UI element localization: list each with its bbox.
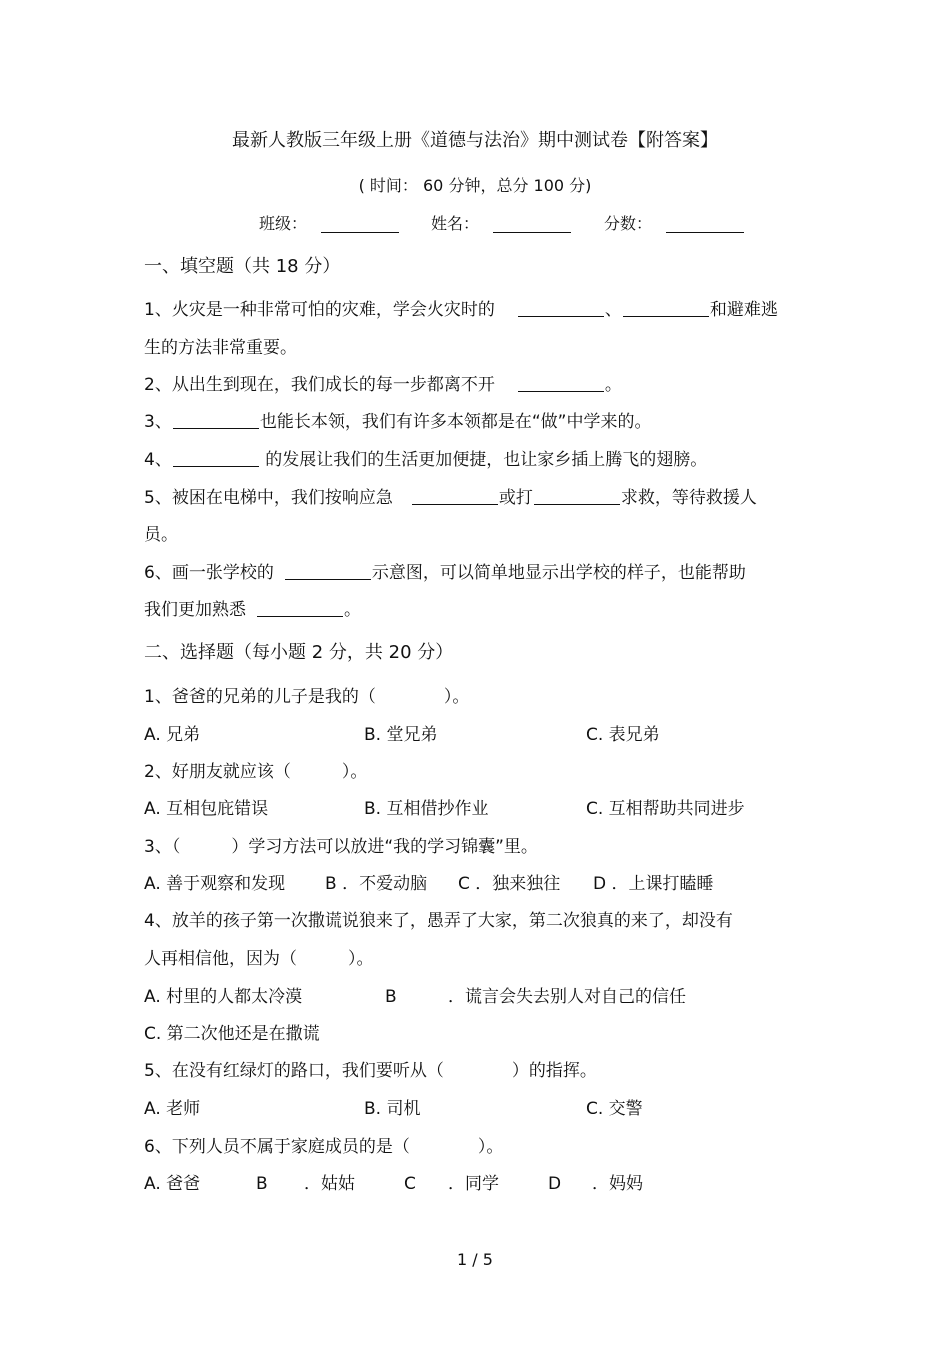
question-text: 、 (604, 300, 622, 320)
question-text: 5、被困在电梯中，我们按响应急 (144, 488, 393, 508)
name-field (431, 213, 571, 235)
question-text: 也能长本领，我们有许多本领都是在“做”中学来的。 (259, 412, 652, 432)
class-label: 班级： (259, 214, 308, 233)
choice-option: A. 村里的人都太冷漠 (144, 987, 303, 1007)
choice-question-3: 3、（ ）学习方法可以放进“我的学习锦囊”里。 (144, 837, 538, 857)
choice-question-2: 2、好朋友就应该（ ）。 (144, 762, 368, 782)
question-3 (144, 411, 651, 433)
question-2 (144, 374, 622, 396)
answer-blank (285, 565, 371, 580)
choice-option: A. 善于观察和发现 (144, 874, 286, 894)
choice-option: C. 互相帮助共同进步 (586, 799, 745, 819)
score-blank (666, 216, 744, 233)
question-text: 求救，等待救援人 (620, 488, 757, 508)
question-text: 1、火灾是一种非常可怕的灾难，学会火灾时的 (144, 300, 495, 320)
question-text: 的发展让我们的生活更加便捷，也让家乡插上腾飞的翅膀。 (259, 450, 708, 470)
choice-option-letter: C (404, 1174, 416, 1194)
question-6-line-1 (144, 562, 746, 584)
answer-blank (518, 302, 604, 317)
choice-question-1: 1、爸爸的兄弟的儿子是我的（ ）。 (144, 687, 470, 707)
choice-option: D ．上课打瞌睡 (593, 874, 714, 894)
choice-option: A. 互相包庇错误 (144, 799, 269, 819)
question-text: 。 (604, 375, 622, 395)
choice-option: C. 第二次他还是在撒谎 (144, 1024, 320, 1044)
question-text: 2、从出生到现在，我们成长的每一步都离不开 (144, 375, 495, 395)
choice-option: ．姑姑 (304, 1174, 355, 1194)
question-text: 4、 (144, 450, 172, 470)
choice-question-4-line-2: 人再相信他，因为（ ）。 (144, 949, 374, 969)
question-text: 示意图，可以简单地显示出学校的样子，也能帮助 (371, 563, 746, 583)
answer-blank (257, 602, 343, 617)
question-text: 和避难逃 (709, 300, 778, 320)
choice-option: A. 爸爸 (144, 1174, 201, 1194)
question-1-line-2: 生的方法非常重要。 (144, 338, 297, 358)
choice-option: A. 兄弟 (144, 725, 201, 745)
question-text: 6、画一张学校的 (144, 563, 274, 583)
question-text: 。 (344, 600, 361, 620)
name-blank (493, 216, 571, 233)
choice-option-letter: B (256, 1174, 268, 1194)
choice-option: ．谎言会失去别人对自己的信任 (448, 987, 686, 1007)
choice-option: B ．不爱动脑 (325, 874, 428, 894)
score-label: 分数： (604, 214, 653, 233)
answer-blank (623, 302, 709, 317)
choice-option: C. 表兄弟 (586, 725, 660, 745)
page-title: 最新人教版三年级上册《道德与法治》期中测试卷【附答案】 (232, 130, 718, 151)
choice-option: ．同学 (448, 1174, 499, 1194)
question-4 (144, 449, 707, 471)
question-5-line-2: 员。 (144, 525, 178, 545)
question-6-line-2 (144, 599, 361, 621)
score-field (604, 213, 744, 235)
answer-blank (173, 452, 259, 467)
choice-option: C. 交警 (586, 1099, 643, 1119)
choice-question-4-line-1: 4、放羊的孩子第一次撒谎说狼来了，愚弄了大家，第二次狼真的来了，却没有 (144, 911, 733, 931)
question-text: 3、 (144, 412, 172, 432)
section-heading-fill-blank: 一、填空题（共 18 分） (144, 256, 341, 277)
choice-option: C ．独来独往 (458, 874, 561, 894)
choice-option-letter: D (548, 1174, 562, 1194)
choice-option: B. 司机 (364, 1099, 421, 1119)
exam-time-info: ( 时间： 60 分钟，总分 100 分) (358, 176, 592, 195)
class-field (259, 213, 399, 235)
choice-option: A. 老师 (144, 1099, 201, 1119)
question-1-line-1 (144, 299, 778, 321)
answer-blank (412, 490, 498, 505)
question-text: 或打 (498, 488, 533, 508)
class-blank (321, 216, 399, 233)
choice-option: B. 互相借抄作业 (364, 799, 489, 819)
answer-blank (534, 490, 620, 505)
choice-question-6: 6、下列人员不属于家庭成员的是（ ）。 (144, 1137, 504, 1157)
section-heading-choice: 二、选择题（每小题 2 分，共 20 分） (144, 642, 454, 663)
choice-option: B. 堂兄弟 (364, 725, 438, 745)
answer-blank (173, 414, 259, 429)
answer-blank (518, 377, 604, 392)
choice-question-5: 5、在没有红绿灯的路口，我们要听从（ ）的指挥。 (144, 1061, 597, 1081)
question-text: 我们更加熟悉 (144, 600, 246, 620)
choice-option-letter: B (385, 987, 397, 1007)
choice-option: ．妈妈 (592, 1174, 643, 1194)
name-label: 姓名： (431, 214, 480, 233)
page-number: 1 / 5 (457, 1250, 493, 1269)
question-5-line-1 (144, 487, 757, 509)
